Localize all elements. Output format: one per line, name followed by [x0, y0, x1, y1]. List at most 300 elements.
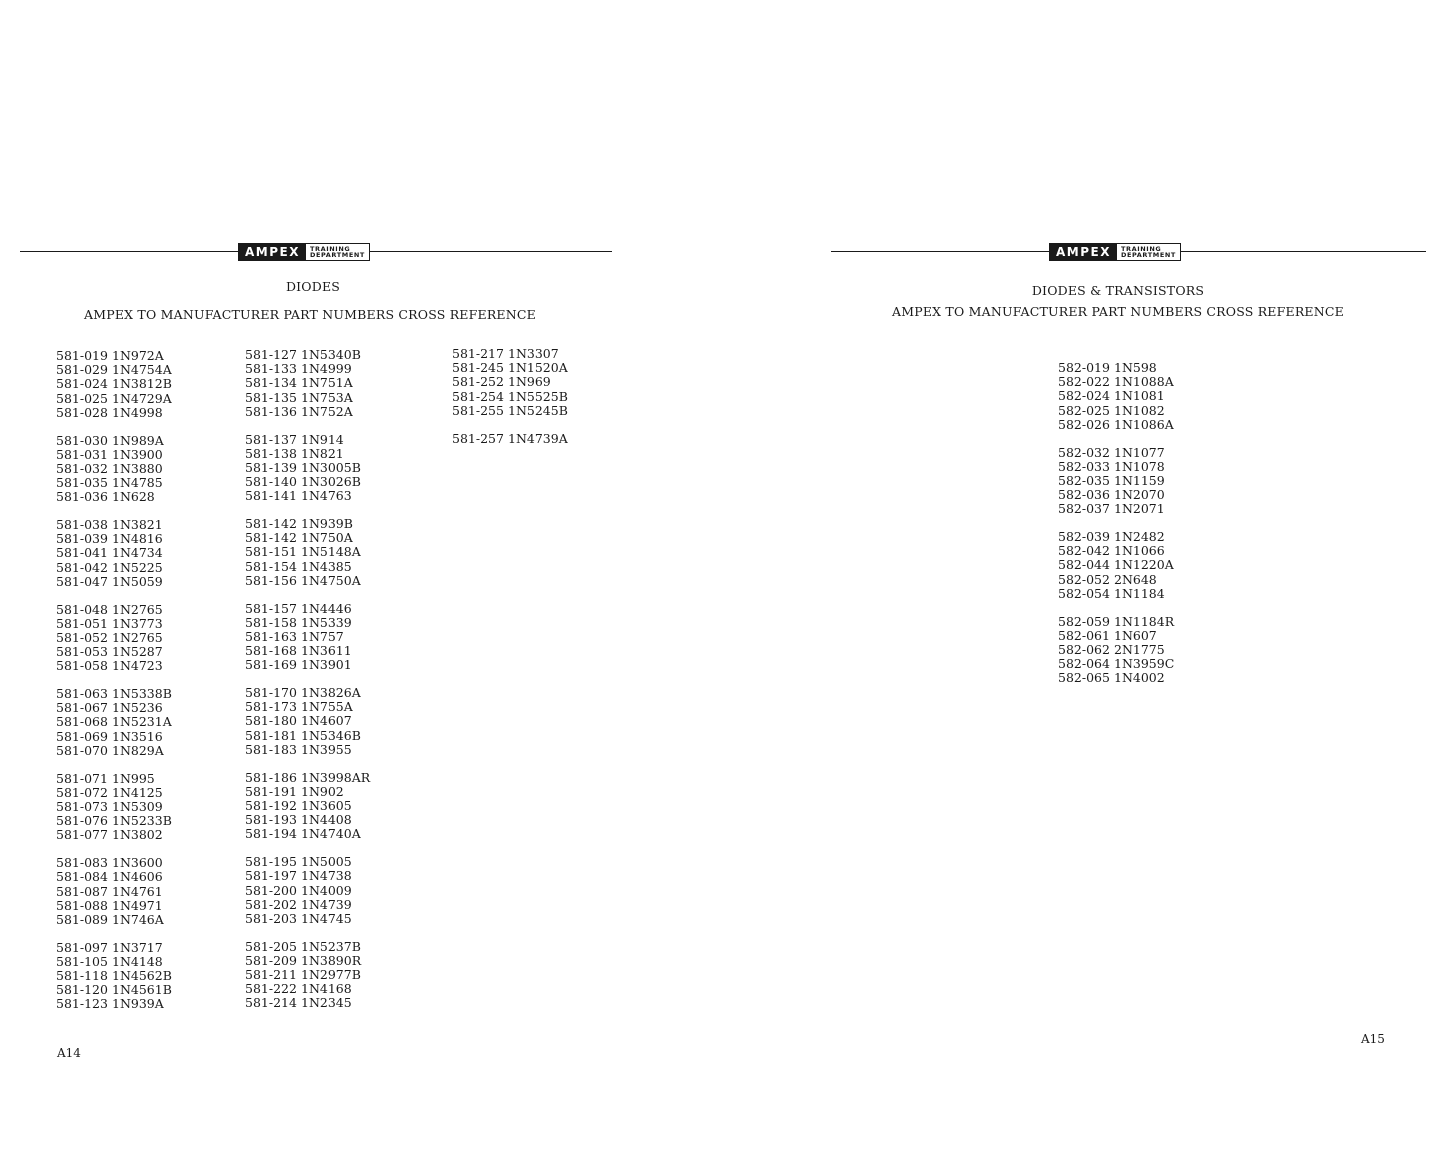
manufacturer-part-number: 1N829A: [112, 742, 164, 758]
part-group: [56, 349, 172, 420]
manufacturer-part-number: 1N821: [301, 445, 344, 461]
ampex-part-number: 581-252: [452, 374, 504, 390]
part-entry: [245, 855, 370, 869]
manufacturer-part-number: 1N5225: [112, 559, 163, 575]
part-entry: [56, 828, 172, 842]
manufacturer-part-number: 1N4998: [112, 404, 163, 420]
part-entry: [1058, 389, 1174, 403]
manufacturer-part-number: 1N1184R: [1114, 613, 1175, 629]
manufacturer-part-number: 1N2765: [112, 601, 163, 617]
manufacturer-part-number: 1N2071: [1114, 501, 1165, 517]
ampex-part-number: 581-139: [245, 459, 297, 475]
part-group: [245, 602, 370, 673]
part-group: [56, 687, 172, 758]
part-entry: [56, 448, 172, 462]
logo-line-1: TRAINING: [1120, 244, 1162, 253]
part-entry: [245, 940, 370, 954]
manufacturer-part-number: 1N5338B: [112, 686, 172, 702]
ampex-part-number: 582-039: [1058, 529, 1110, 545]
part-entry: [1058, 361, 1174, 375]
part-entry: [452, 404, 568, 418]
ampex-part-number: 581-214: [245, 995, 297, 1011]
ampex-part-number: 582-035: [1058, 472, 1110, 488]
part-entry: [56, 856, 172, 870]
page-title: DIODES: [285, 279, 341, 294]
part-entry: [56, 617, 172, 631]
manufacturer-part-number: 1N4761: [112, 883, 163, 899]
ampex-part-number: 581-035: [56, 475, 108, 491]
part-entry: [56, 983, 172, 997]
manufacturer-part-number: 1N4168: [301, 981, 352, 997]
manufacturer-part-number: 1N3821: [112, 517, 163, 533]
manufacturer-part-number: 1N5231A: [112, 714, 172, 730]
manufacturer-part-number: 1N969: [508, 374, 551, 390]
part-entry: [1058, 615, 1174, 629]
ampex-part-number: 581-069: [56, 728, 108, 744]
part-entry: [56, 715, 172, 729]
part-entry: [245, 517, 370, 531]
part-entry: [452, 390, 568, 404]
manufacturer-part-number: 1N755A: [301, 699, 353, 715]
part-entry: [1058, 573, 1174, 587]
parts-column-2: [245, 348, 370, 1024]
part-entry: [245, 376, 370, 390]
manufacturer-part-number: 1N3307: [508, 346, 559, 361]
manufacturer-part-number: 1N5005: [301, 854, 352, 870]
part-entry: [245, 574, 370, 588]
ampex-part-number: 581-053: [56, 644, 108, 660]
part-entry: [245, 405, 370, 419]
manufacturer-part-number: 1N4971: [112, 897, 163, 913]
page-subtitle: AMPEX TO MANUFACTURER PART NUMBERS CROSS REFERENCE: [892, 304, 1344, 319]
ampex-part-number: 581-058: [56, 658, 108, 674]
part-entry: [56, 772, 172, 786]
ampex-part-number: 581-019: [56, 348, 108, 363]
ampex-part-number: 581-105: [56, 953, 108, 969]
ampex-part-number: 582-065: [1058, 670, 1110, 686]
manufacturer-part-number: 1N4750A: [301, 572, 361, 588]
part-entry: [245, 447, 370, 461]
ampex-part-number: 582-059: [1058, 613, 1110, 629]
ampex-part-number: 581-084: [56, 869, 108, 885]
manufacturer-part-number: 1N5287: [112, 644, 163, 660]
ampex-part-number: 581-156: [245, 572, 297, 588]
part-entry: [56, 518, 172, 532]
manufacturer-part-number: 1N1081: [1114, 388, 1165, 404]
part-entry: [245, 630, 370, 644]
ampex-part-number: 581-036: [56, 489, 108, 505]
part-entry: [245, 433, 370, 447]
manufacturer-part-number: 1N3955: [301, 741, 352, 757]
manufacturer-part-number: 1N3773: [112, 615, 163, 631]
manufacturer-part-number: 1N5059: [112, 573, 163, 589]
part-entry: [245, 348, 370, 362]
ampex-part-number: 581-029: [56, 362, 108, 378]
part-entry: [1058, 530, 1174, 544]
ampex-part-number: 582-025: [1058, 402, 1110, 418]
part-entry: [245, 616, 370, 630]
part-entry: [56, 800, 172, 814]
manufacturer-part-number: 1N3900: [112, 446, 163, 462]
part-entry: [56, 476, 172, 490]
manufacturer-part-number: 1N4148: [112, 953, 163, 969]
ampex-part-number: 582-054: [1058, 585, 1110, 601]
ampex-part-number: 581-039: [56, 531, 108, 547]
manufacturer-part-number: 1N3605: [301, 797, 352, 813]
ampex-part-number: 581-088: [56, 897, 108, 913]
part-entry: [56, 913, 172, 927]
part-entry: [452, 347, 568, 361]
manufacturer-part-number: 1N995: [112, 770, 155, 786]
ampex-part-number: 581-048: [56, 601, 108, 617]
ampex-part-number: 581-173: [245, 699, 297, 715]
part-entry: [56, 462, 172, 476]
part-entry: [1058, 446, 1174, 460]
part-entry: [1058, 629, 1174, 643]
manufacturer-part-number: 1N5245B: [508, 402, 568, 418]
manufacturer-part-number: 1N972A: [112, 348, 164, 363]
part-entry: [1058, 587, 1174, 601]
part-entry: [1058, 488, 1174, 502]
ampex-part-number: 582-033: [1058, 458, 1110, 474]
ampex-part-number: 582-037: [1058, 501, 1110, 517]
manufacturer-part-number: 1N3026B: [301, 474, 361, 490]
part-entry: [56, 687, 172, 701]
manufacturer-part-number: 1N3600: [112, 855, 163, 871]
logo-line-2: DEPARTMENT: [1120, 251, 1176, 259]
ampex-part-number: 582-032: [1058, 444, 1110, 460]
ampex-part-number: 581-183: [245, 741, 297, 757]
ampex-logo: [238, 243, 370, 261]
part-entry: [245, 954, 370, 968]
parts-column-3: [452, 347, 568, 459]
part-entry: [452, 375, 568, 389]
ampex-part-number: 581-200: [245, 882, 297, 898]
ampex-part-number: 581-203: [245, 910, 297, 926]
ampex-part-number: 581-186: [245, 769, 297, 785]
ampex-part-number: 581-170: [245, 685, 297, 701]
part-entry: [1058, 657, 1174, 671]
manufacturer-part-number: 1N750A: [301, 530, 353, 546]
part-entry: [1058, 502, 1174, 516]
manufacturer-part-number: 1N4785: [112, 475, 163, 491]
ampex-part-number: 581-076: [56, 813, 108, 829]
ampex-part-number: 581-138: [245, 445, 297, 461]
ampex-part-number: 581-024: [56, 376, 108, 392]
ampex-part-number: 581-127: [245, 347, 297, 362]
ampex-part-number: 581-192: [245, 797, 297, 813]
manufacturer-part-number: 1N4607: [301, 713, 352, 729]
manufacturer-part-number: 1N1082: [1114, 402, 1165, 418]
manufacturer-part-number: 1N902: [301, 783, 344, 799]
manufacturer-part-number: 1N2977B: [301, 967, 361, 983]
manufacturer-part-number: 1N5339: [301, 614, 352, 630]
manufacturer-part-number: 2N648: [1114, 571, 1157, 587]
manufacturer-part-number: 1N3880: [112, 460, 163, 476]
manufacturer-part-number: 1N2070: [1114, 487, 1165, 503]
ampex-part-number: 581-133: [245, 361, 297, 377]
ampex-part-number: 581-142: [245, 530, 297, 546]
manufacturer-part-number: 1N3959C: [1114, 656, 1175, 672]
logo-line-2: DEPARTMENT: [309, 251, 365, 259]
ampex-part-number: 581-087: [56, 883, 108, 899]
part-entry: [56, 955, 172, 969]
manufacturer-part-number: 1N4999: [301, 361, 352, 377]
ampex-part-number: 581-031: [56, 446, 108, 462]
right-page: [720, 0, 1440, 1152]
parts-column-1: [1058, 361, 1174, 699]
part-entry: [245, 602, 370, 616]
ampex-part-number: 581-191: [245, 783, 297, 799]
manufacturer-part-number: 1N753A: [301, 389, 353, 405]
manufacturer-part-number: 1N5309: [112, 798, 163, 814]
ampex-part-number: 581-071: [56, 770, 108, 786]
part-entry: [56, 349, 172, 363]
ampex-part-number: 581-032: [56, 460, 108, 476]
part-entry: [56, 941, 172, 955]
part-group: [245, 433, 370, 504]
part-entry: [56, 490, 172, 504]
manufacturer-part-number: 1N939A: [112, 996, 164, 1012]
part-entry: [452, 361, 568, 375]
ampex-part-number: 581-051: [56, 615, 108, 631]
part-group: [245, 855, 370, 926]
ampex-logo: [1049, 243, 1181, 261]
part-entry: [1058, 404, 1174, 418]
part-group: [245, 348, 370, 419]
part-entry: [245, 531, 370, 545]
part-entry: [56, 969, 172, 983]
header-rule: [831, 243, 1426, 261]
part-entry: [56, 363, 172, 377]
ampex-part-number: 581-052: [56, 629, 108, 645]
ampex-part-number: 581-123: [56, 996, 108, 1012]
manufacturer-part-number: 1N3826A: [301, 685, 361, 701]
ampex-part-number: 581-097: [56, 939, 108, 955]
manufacturer-part-number: 1N2482: [1114, 529, 1165, 545]
part-entry: [245, 644, 370, 658]
logo-mark: AMPEX: [239, 244, 306, 260]
part-entry: [245, 362, 370, 376]
logo-line-1: TRAINING: [309, 244, 351, 253]
ampex-part-number: 581-151: [245, 544, 297, 560]
part-entry: [245, 869, 370, 883]
ampex-part-number: 581-255: [452, 402, 504, 418]
part-group: [452, 347, 568, 418]
part-entry: [245, 475, 370, 489]
manufacturer-part-number: 1N4009: [301, 882, 352, 898]
ampex-part-number: 581-030: [56, 432, 108, 448]
ampex-part-number: 581-158: [245, 614, 297, 630]
part-entry: [56, 546, 172, 560]
manufacturer-part-number: 1N1078: [1114, 458, 1165, 474]
part-entry: [56, 997, 172, 1011]
manufacturer-part-number: 1N4446: [301, 600, 352, 616]
ampex-part-number: 581-047: [56, 573, 108, 589]
manufacturer-part-number: 1N989A: [112, 432, 164, 448]
ampex-part-number: 581-070: [56, 742, 108, 758]
manufacturer-part-number: 2N1775: [1114, 641, 1165, 657]
part-group: [245, 517, 370, 588]
ampex-part-number: 581-136: [245, 403, 297, 419]
ampex-part-number: 582-024: [1058, 388, 1110, 404]
part-entry: [56, 730, 172, 744]
ampex-part-number: 581-194: [245, 826, 297, 842]
part-entry: [56, 631, 172, 645]
header-rule: [20, 243, 612, 261]
part-entry: [245, 714, 370, 728]
manufacturer-part-number: 1N3890R: [301, 952, 362, 968]
part-entry: [245, 827, 370, 841]
manufacturer-part-number: 1N3998AR: [301, 769, 371, 785]
part-entry: [1058, 418, 1174, 432]
ampex-part-number: 581-089: [56, 911, 108, 927]
ampex-part-number: 582-019: [1058, 360, 1110, 375]
part-entry: [56, 406, 172, 420]
manufacturer-part-number: 1N598: [1114, 360, 1157, 375]
manufacturer-part-number: 1N4739A: [508, 430, 568, 446]
part-entry: [56, 899, 172, 913]
manufacturer-part-number: 1N3717: [112, 939, 163, 955]
ampex-part-number: 581-141: [245, 488, 297, 504]
manufacturer-part-number: 1N4385: [301, 558, 352, 574]
part-entry: [56, 885, 172, 899]
part-group: [56, 856, 172, 927]
manufacturer-part-number: 1N4738: [301, 868, 352, 884]
ampex-part-number: 581-169: [245, 657, 297, 673]
part-entry: [56, 744, 172, 758]
ampex-part-number: 581-073: [56, 798, 108, 814]
manufacturer-part-number: 1N1159: [1114, 472, 1165, 488]
part-group: [1058, 530, 1174, 601]
page-title: DIODES & TRANSISTORS: [1031, 283, 1205, 298]
manufacturer-part-number: 1N4723: [112, 658, 163, 674]
part-entry: [245, 391, 370, 405]
logo-subtitle: [306, 244, 369, 260]
page-subtitle: AMPEX TO MANUFACTURER PART NUMBERS CROSS REFERENCE: [84, 307, 536, 322]
part-entry: [56, 814, 172, 828]
manufacturer-part-number: 1N5233B: [112, 813, 172, 829]
part-group: [452, 432, 568, 446]
manufacturer-part-number: 1N4739: [301, 896, 352, 912]
ampex-part-number: 582-044: [1058, 557, 1110, 573]
manufacturer-part-number: 1N3005B: [301, 459, 361, 475]
manufacturer-part-number: 1N3516: [112, 728, 163, 744]
ampex-part-number: 581-163: [245, 628, 297, 644]
part-entry: [1058, 671, 1174, 685]
part-entry: [56, 786, 172, 800]
ampex-part-number: 581-118: [56, 968, 108, 984]
part-group: [1058, 446, 1174, 517]
part-group: [56, 603, 172, 674]
part-entry: [452, 432, 568, 446]
manufacturer-part-number: 1N5346B: [301, 727, 361, 743]
manufacturer-part-number: 1N4606: [112, 869, 163, 885]
ampex-part-number: 581-120: [56, 982, 108, 998]
part-group: [56, 434, 172, 505]
logo-mark: AMPEX: [1050, 244, 1117, 260]
part-group: [245, 771, 370, 842]
manufacturer-part-number: 1N2765: [112, 629, 163, 645]
ampex-part-number: 581-195: [245, 854, 297, 870]
part-entry: [56, 701, 172, 715]
ampex-part-number: 581-142: [245, 516, 297, 532]
manufacturer-part-number: 1N939B: [301, 516, 353, 532]
part-entry: [245, 729, 370, 743]
logo-subtitle: [1117, 244, 1180, 260]
part-entry: [56, 434, 172, 448]
ampex-part-number: 581-083: [56, 855, 108, 871]
part-entry: [245, 968, 370, 982]
manufacturer-part-number: 1N628: [112, 489, 155, 505]
ampex-part-number: 582-064: [1058, 656, 1110, 672]
manufacturer-part-number: 1N4562B: [112, 968, 172, 984]
manufacturer-part-number: 1N4002: [1114, 670, 1165, 686]
part-group: [245, 940, 370, 1011]
ampex-part-number: 581-140: [245, 474, 297, 490]
ampex-part-number: 581-041: [56, 545, 108, 561]
manufacturer-part-number: 1N757: [301, 628, 344, 644]
ampex-part-number: 581-205: [245, 938, 297, 954]
part-entry: [56, 659, 172, 673]
ampex-part-number: 581-077: [56, 827, 108, 843]
part-entry: [1058, 375, 1174, 389]
ampex-part-number: 581-217: [452, 346, 504, 361]
ampex-part-number: 582-062: [1058, 641, 1110, 657]
part-entry: [245, 813, 370, 827]
ampex-part-number: 582-022: [1058, 374, 1110, 390]
ampex-part-number: 581-028: [56, 404, 108, 420]
manufacturer-part-number: 1N5340B: [301, 347, 361, 362]
manufacturer-part-number: 1N5237B: [301, 938, 361, 954]
part-entry: [56, 870, 172, 884]
part-group: [56, 941, 172, 1012]
part-entry: [245, 560, 370, 574]
part-entry: [56, 575, 172, 589]
manufacturer-part-number: 1N1066: [1114, 543, 1165, 559]
ampex-part-number: 582-042: [1058, 543, 1110, 559]
manufacturer-part-number: 1N3901: [301, 657, 352, 673]
part-entry: [56, 645, 172, 659]
manufacturer-part-number: 1N4745: [301, 910, 352, 926]
part-entry: [56, 561, 172, 575]
part-entry: [245, 743, 370, 757]
part-group: [1058, 615, 1174, 686]
part-entry: [56, 603, 172, 617]
ampex-part-number: 581-193: [245, 812, 297, 828]
part-entry: [245, 912, 370, 926]
manufacturer-part-number: 1N3611: [301, 643, 352, 659]
part-entry: [245, 884, 370, 898]
ampex-part-number: 582-061: [1058, 627, 1110, 643]
ampex-part-number: 581-180: [245, 713, 297, 729]
manufacturer-part-number: 1N1184: [1114, 585, 1165, 601]
manufacturer-part-number: 1N607: [1114, 627, 1157, 643]
manufacturer-part-number: 1N1088A: [1114, 374, 1174, 390]
manufacturer-part-number: 1N1220A: [1114, 557, 1174, 573]
part-group: [56, 518, 172, 589]
part-entry: [245, 658, 370, 672]
ampex-part-number: 581-154: [245, 558, 297, 574]
part-entry: [245, 982, 370, 996]
manufacturer-part-number: 1N2345: [301, 995, 352, 1011]
ampex-part-number: 581-254: [452, 388, 504, 404]
ampex-part-number: 581-025: [56, 390, 108, 406]
part-entry: [1058, 643, 1174, 657]
part-entry: [56, 377, 172, 391]
manufacturer-part-number: 1N1077: [1114, 444, 1165, 460]
manufacturer-part-number: 1N751A: [301, 375, 353, 391]
